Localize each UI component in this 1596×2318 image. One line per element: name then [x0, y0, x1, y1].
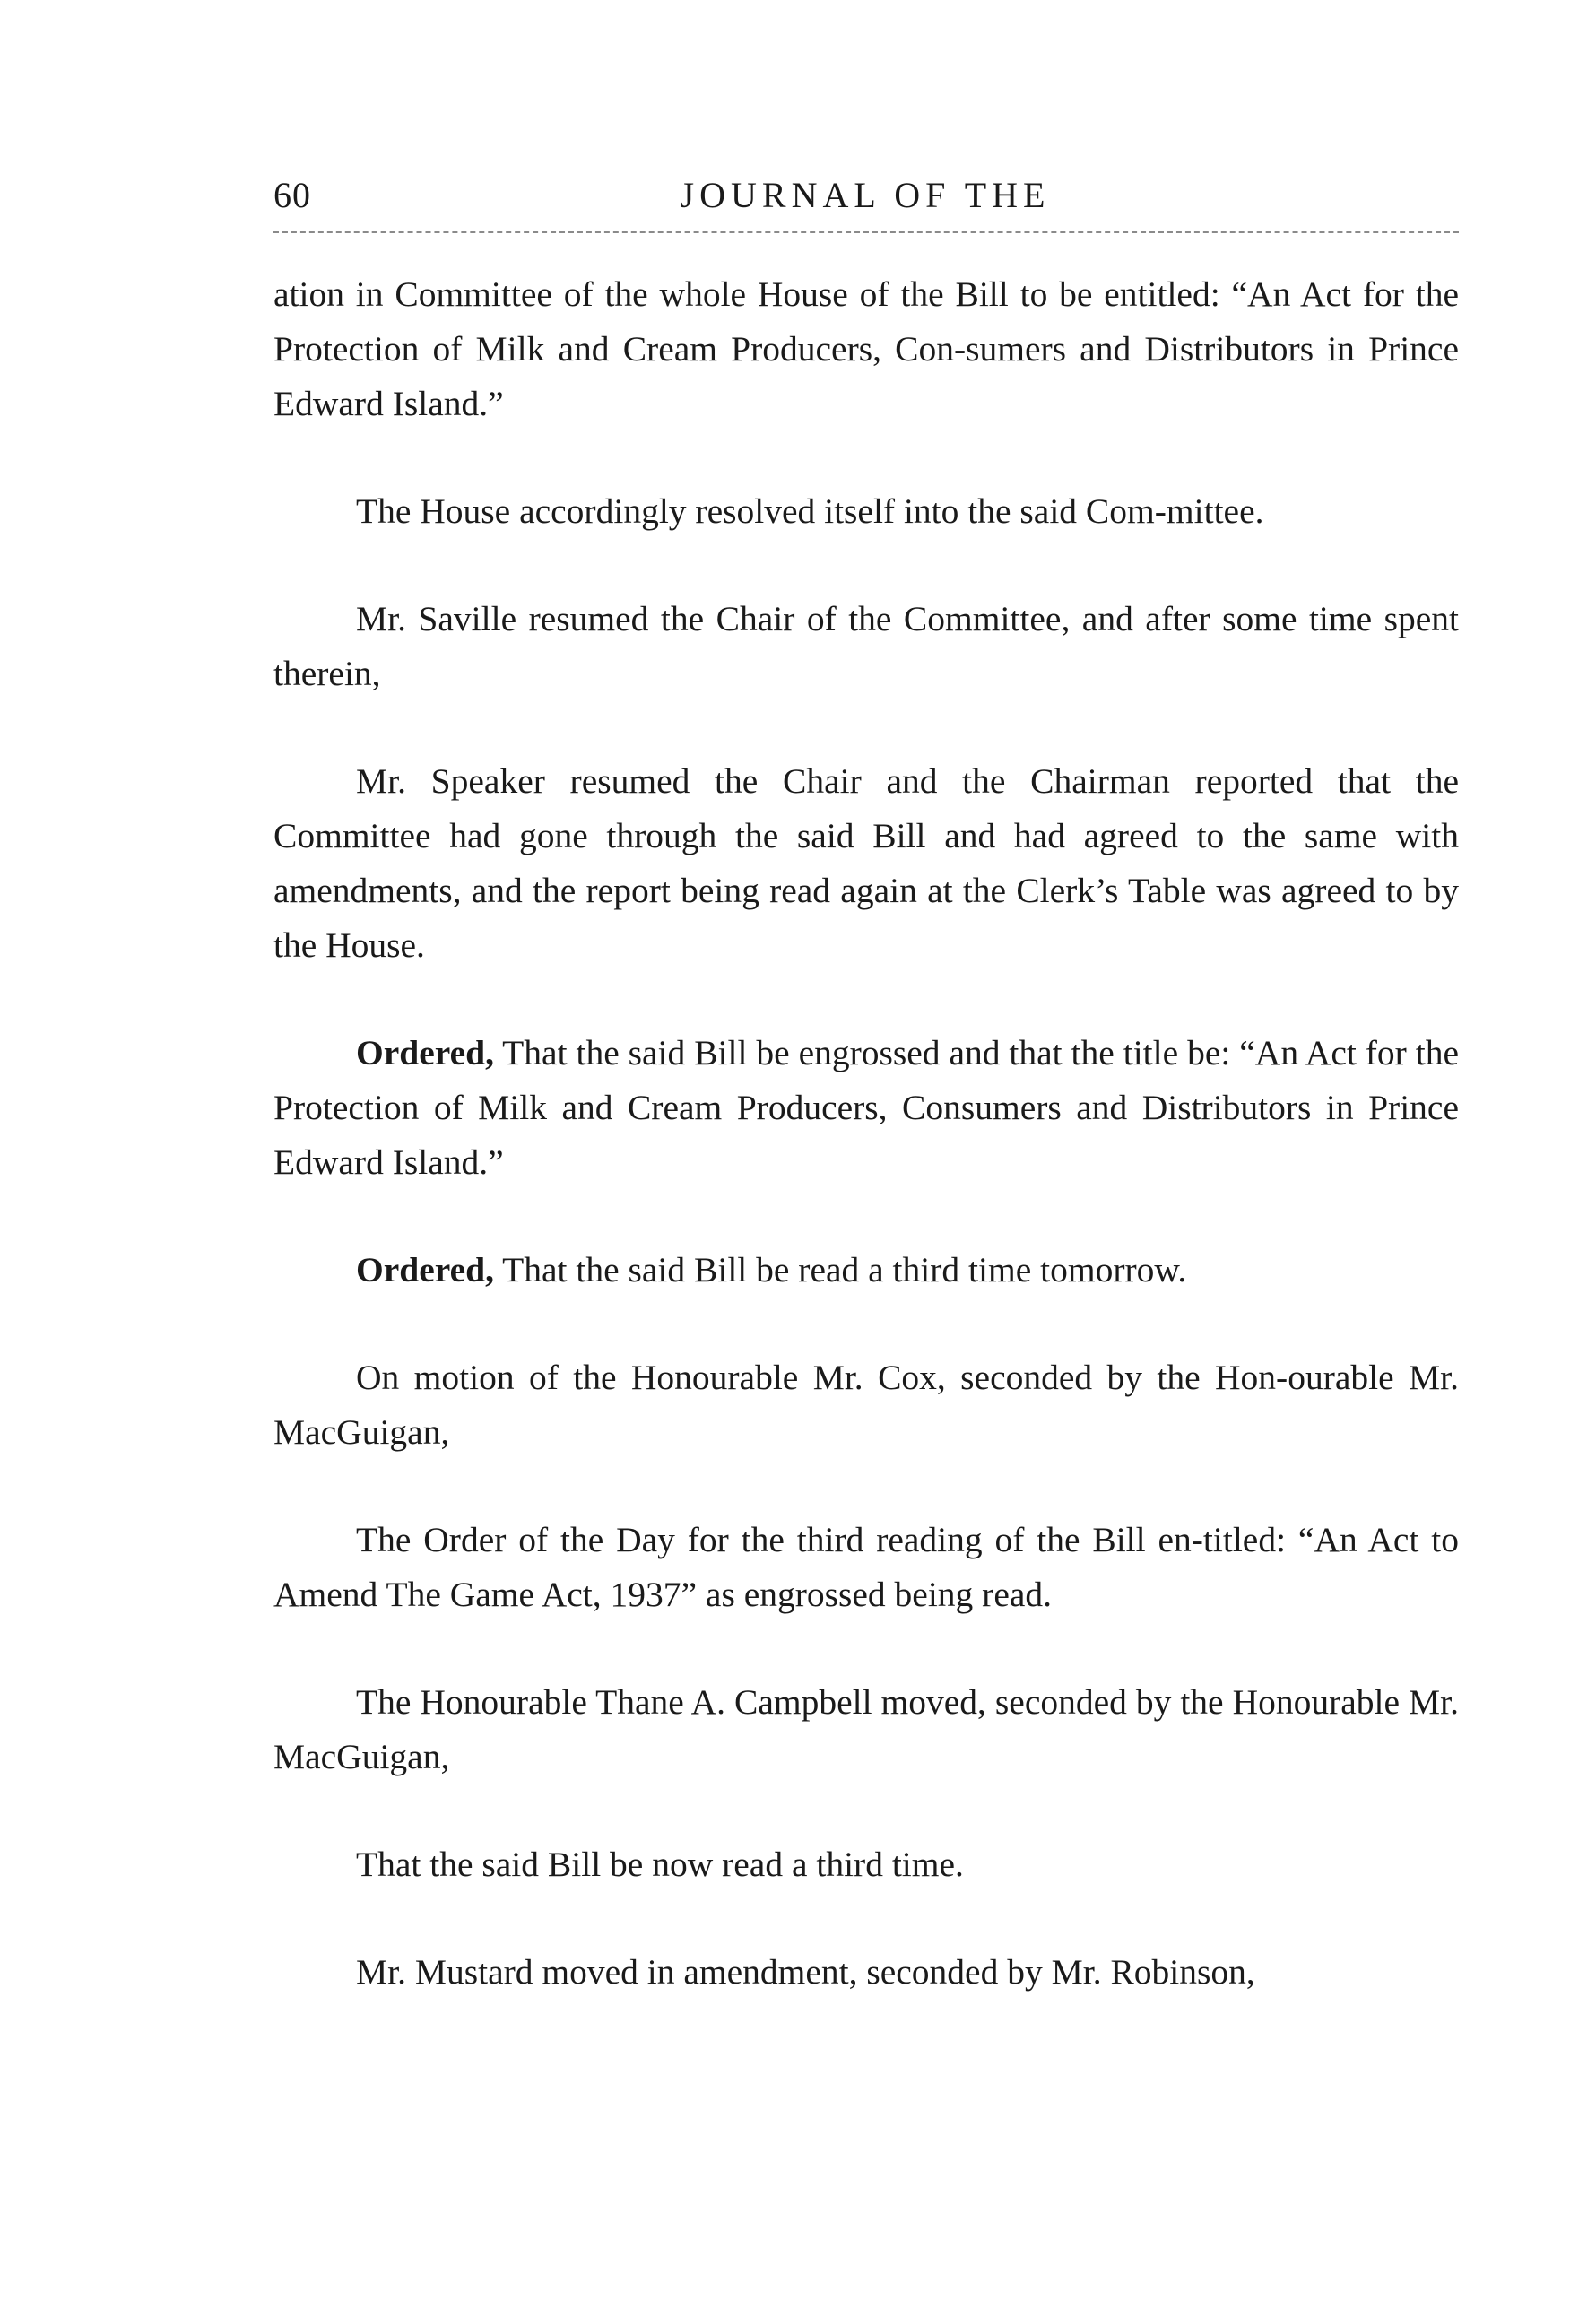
paragraph-1 — [273, 267, 1459, 431]
journal-body — [273, 267, 1459, 2053]
paragraph-10 — [273, 1837, 1459, 1892]
paragraph-2 — [273, 484, 1459, 539]
paragraph-9-text: The Honourable Thane A. Campbell moved, seconded by the Honourable Mr. MacGuigan, — [273, 1682, 1459, 1776]
paragraph-8-text: The Order of the Day for the third reading of the Bill en-titled: “An Act to Amend The Game Act, 1937” as engrossed being read. — [273, 1520, 1459, 1614]
paragraph-2-text: The House accordingly resolved itself into the said Com-mittee. — [356, 491, 1264, 531]
page-number: 60 — [273, 175, 311, 215]
paragraph-7 — [273, 1350, 1459, 1460]
header-divider — [273, 231, 1459, 233]
paragraph-5-lead: Ordered, — [356, 1033, 494, 1072]
running-title: JOURNAL OF THE — [680, 175, 1051, 215]
paragraph-10-text: That the said Bill be now read a third time. — [356, 1845, 964, 1884]
paragraph-7-text: On motion of the Honourable Mr. Cox, seconded by the Hon-ourable Mr. MacGuigan, — [273, 1358, 1459, 1452]
paragraph-6-text: That the said Bill be read a third time tomorrow. — [493, 1250, 1187, 1289]
paragraph-4-text: Mr. Speaker resumed the Chair and the Chairman reported that the Committee had gone through the said Bill and had agreed to the same with amendments, and the report being read again at the Clerk’s Table was agreed to by the House. — [273, 761, 1459, 965]
paragraph-3-text: Mr. Saville resumed the Chair of the Committee, and after some time spent therein, — [273, 599, 1459, 693]
paragraph-1-text: ation in Committee of the whole House of the Bill to be entitled: “An Act for the Protection of Milk and Cream Producers, Con-sumers and Distributors in Prince Edward Island.” — [273, 274, 1459, 423]
paragraph-3 — [273, 592, 1459, 701]
paragraph-11 — [273, 1945, 1459, 2000]
paragraph-5 — [273, 1026, 1459, 1190]
paragraph-8 — [273, 1513, 1459, 1622]
paragraph-11-text: Mr. Mustard moved in amendment, seconded by Mr. Robinson, — [356, 1952, 1255, 1992]
paragraph-5-text: That the said Bill be engrossed and that the title be: “An Act for the Protection of Milk and Cream Producers, Consumers and Distributors in Prince Edward Island.” — [273, 1033, 1459, 1182]
paragraph-4 — [273, 754, 1459, 973]
paragraph-9 — [273, 1675, 1459, 1784]
paragraph-6 — [273, 1243, 1459, 1298]
running-head — [273, 161, 1457, 224]
paragraph-6-lead: Ordered, — [356, 1250, 494, 1289]
